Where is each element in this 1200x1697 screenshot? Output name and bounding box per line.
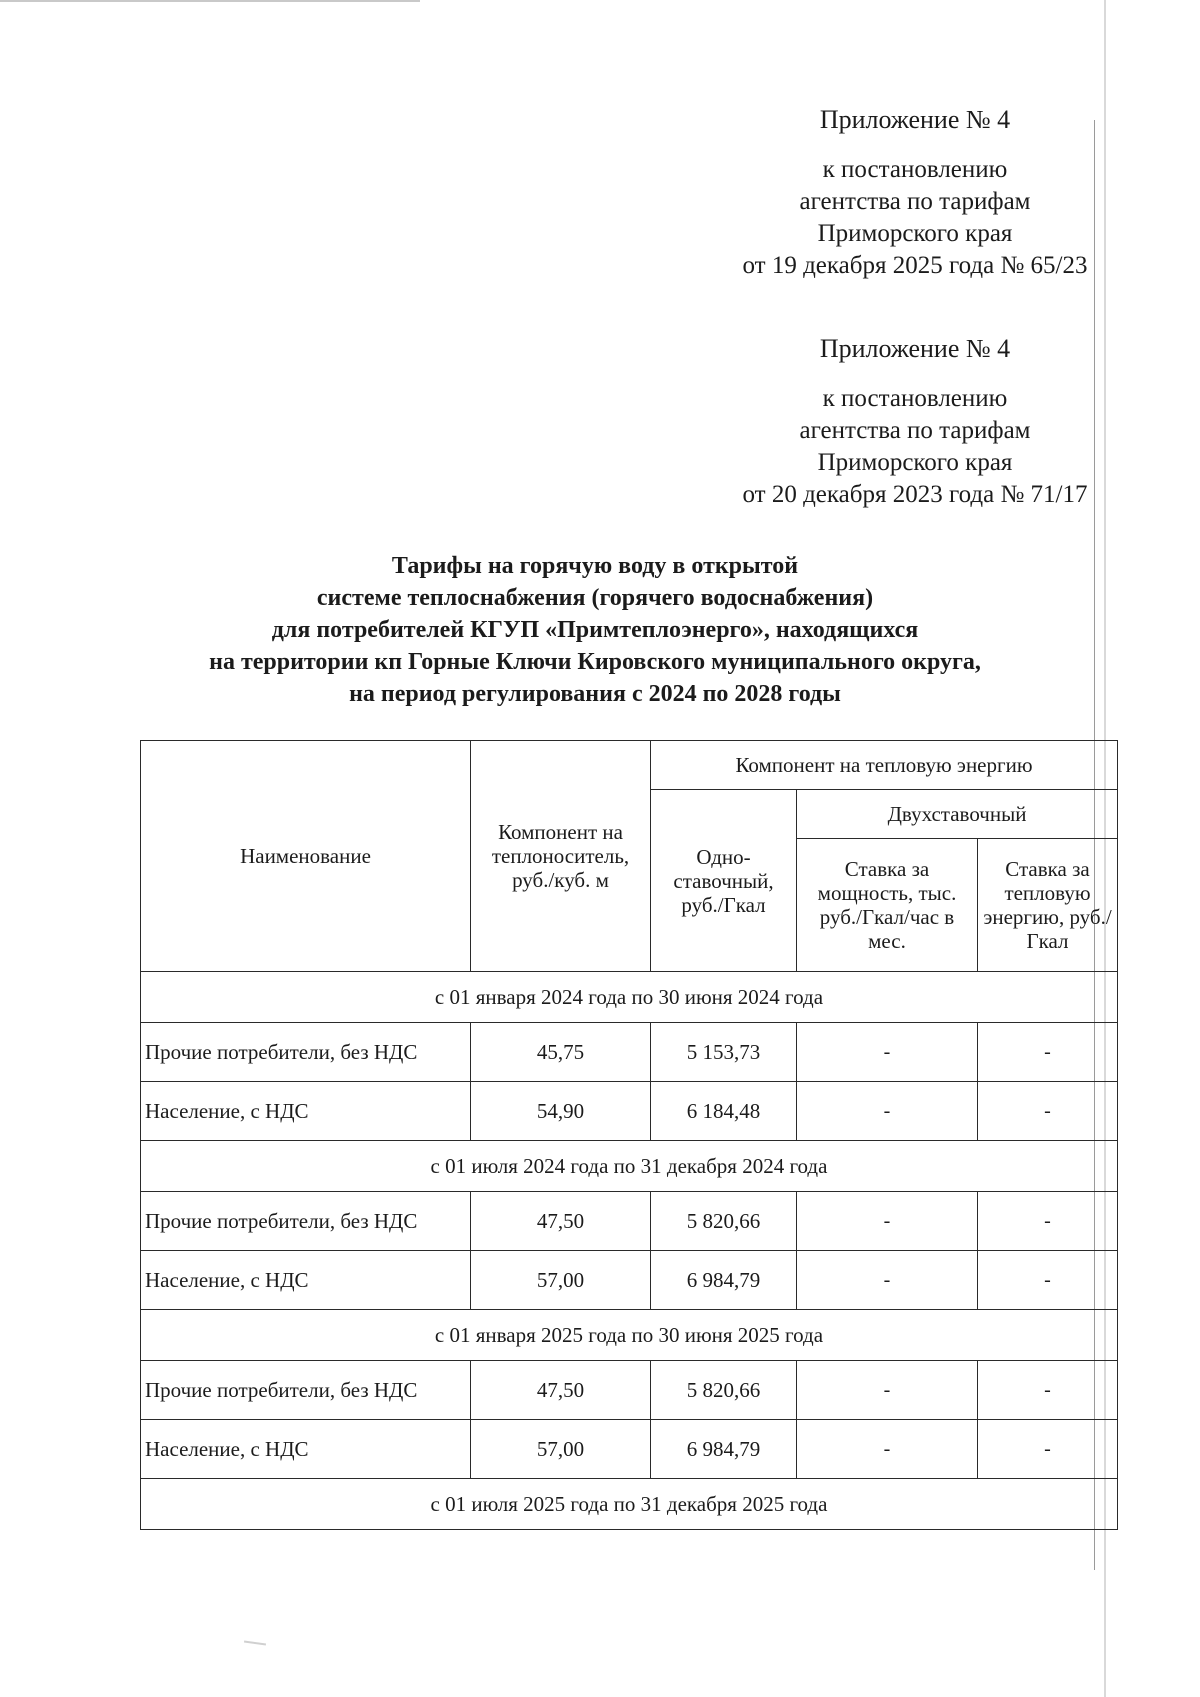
table-row	[141, 1420, 1118, 1479]
carrier-value-cell: 54,90	[471, 1082, 651, 1141]
scan-artifact-speck	[244, 1640, 266, 1645]
appendix-line: агентства по тарифам	[799, 417, 1031, 444]
appendix-line: Приморского края	[817, 449, 1013, 476]
appendix-line: к постановлению	[822, 156, 1008, 183]
power-rate-value-cell: -	[797, 1361, 978, 1420]
power-rate-value-cell: -	[797, 1023, 978, 1082]
energy-rate-value-cell: -	[978, 1420, 1118, 1479]
appendix-block-original	[700, 333, 1130, 511]
consumer-name-cell: Население, с НДС	[141, 1251, 471, 1310]
table-row	[141, 1192, 1118, 1251]
appendix-line: к постановлению	[822, 385, 1008, 412]
single-rate-value-cell: 5 153,73	[651, 1023, 797, 1082]
single-rate-value-cell: 6 984,79	[651, 1251, 797, 1310]
appendix-title: Приложение № 4	[819, 334, 1011, 363]
appendix-block-current	[700, 104, 1130, 282]
consumer-name-cell: Прочие потребители, без НДС	[141, 1361, 471, 1420]
period-row	[141, 1310, 1118, 1361]
document-title-line: на территории кп Горные Ключи Кировского муниципального округа,	[209, 649, 981, 675]
appendix-date-line: от 19 декабря 2025 года № 65/23	[742, 252, 1088, 279]
consumer-name-cell: Прочие потребители, без НДС	[141, 1192, 471, 1251]
period-row	[141, 1141, 1118, 1192]
period-label: с 01 июля 2025 года по 31 декабря 2025 года	[141, 1479, 1118, 1530]
scan-artifact-top	[0, 0, 420, 2]
table-row	[141, 1361, 1118, 1420]
document-title-line: для потребителей КГУП «Примтеплоэнерго», находящихся	[271, 617, 919, 643]
carrier-value-cell: 47,50	[471, 1361, 651, 1420]
single-rate-value-cell: 5 820,66	[651, 1192, 797, 1251]
table-row	[141, 1082, 1118, 1141]
appendix-line: Приморского края	[817, 220, 1013, 247]
period-label: с 01 января 2024 года по 30 июня 2024 года	[141, 972, 1118, 1023]
table-row	[141, 1023, 1118, 1082]
energy-rate-value-cell: -	[978, 1023, 1118, 1082]
consumer-name-cell: Население, с НДС	[141, 1082, 471, 1141]
single-rate-value-cell: 6 184,48	[651, 1082, 797, 1141]
table-row	[141, 1251, 1118, 1310]
header-heat-component: Компонент на тепловую энергию	[651, 741, 1118, 790]
appendix-title: Приложение № 4	[819, 105, 1011, 134]
carrier-value-cell: 57,00	[471, 1420, 651, 1479]
single-rate-value-cell: 5 820,66	[651, 1361, 797, 1420]
appendix-date-line: от 20 декабря 2023 года № 71/17	[742, 481, 1088, 508]
document-title-line: системе теплоснабжения (горячего водоснабжения)	[316, 585, 874, 611]
header-name: Наименование	[141, 741, 471, 972]
period-row	[141, 1479, 1118, 1530]
consumer-name-cell: Прочие потребители, без НДС	[141, 1023, 471, 1082]
power-rate-value-cell: -	[797, 1251, 978, 1310]
period-label: с 01 июля 2024 года по 31 декабря 2024 года	[141, 1141, 1118, 1192]
carrier-value-cell: 45,75	[471, 1023, 651, 1082]
single-rate-value-cell: 6 984,79	[651, 1420, 797, 1479]
power-rate-value-cell: -	[797, 1082, 978, 1141]
energy-rate-value-cell: -	[978, 1251, 1118, 1310]
period-row	[141, 972, 1118, 1023]
header-two-rate: Двухставочный	[797, 790, 1118, 839]
document-title	[130, 550, 1060, 710]
document-title-line: Тарифы на горячую воду в открытой	[391, 553, 799, 579]
header-power-rate: Ставка за мощность, тыс. руб./Гкал/час в мес.	[797, 839, 978, 972]
consumer-name-cell: Население, с НДС	[141, 1420, 471, 1479]
carrier-value-cell: 47,50	[471, 1192, 651, 1251]
carrier-value-cell: 57,00	[471, 1251, 651, 1310]
header-carrier-component: Компонент на теплоноситель, руб./куб. м	[471, 741, 651, 972]
header-energy-rate: Ставка за тепловую энергию, руб./Гкал	[978, 839, 1118, 972]
header-single-rate: Одно-ставочный, руб./Гкал	[651, 790, 797, 972]
appendix-line: агентства по тарифам	[799, 188, 1031, 215]
power-rate-value-cell: -	[797, 1192, 978, 1251]
tariff-table	[140, 740, 1118, 1530]
energy-rate-value-cell: -	[978, 1192, 1118, 1251]
energy-rate-value-cell: -	[978, 1361, 1118, 1420]
period-label: с 01 января 2025 года по 30 июня 2025 года	[141, 1310, 1118, 1361]
document-title-line: на период регулирования с 2024 по 2028 годы	[349, 681, 841, 707]
energy-rate-value-cell: -	[978, 1082, 1118, 1141]
power-rate-value-cell: -	[797, 1420, 978, 1479]
